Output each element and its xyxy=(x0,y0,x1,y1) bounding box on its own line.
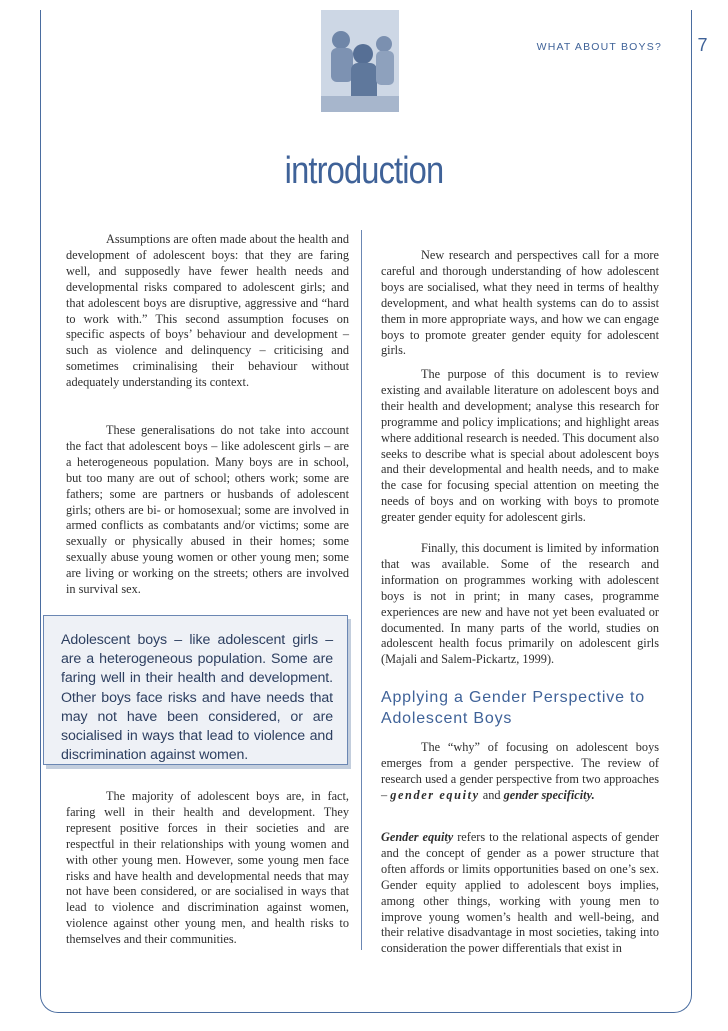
header-photo-image xyxy=(321,10,399,112)
right-paragraph-2: The purpose of this document is to review existing and available literature on adolescent boys and their health and development; analyse this research for programme and policy implications; and highlight areas where additional research is needed. This document also seeks to describe what is special about adolescent boys and their developmental and health needs, and to make the case for focusing special attention on meeting the needs of boys and on working with boys to promote greater gender equity for adolescent girls. xyxy=(381,367,659,525)
pull-quote-box xyxy=(43,615,348,765)
left-paragraph-1: Assumptions are often made about the health and development of adolescent boys: that they are faring well, and supposedly have fewer health needs and developmental risks compared to adolescent girls; and that adolescent boys are disruptive, aggressive and “hard to work with.” This second assumption focuses on specific aspects of boys’ behaviour and development – such as violence and delinquency – criticising and sometimes criminalising their behaviour without adequately understanding its context. xyxy=(66,232,349,390)
term-gender-equity: gender equity xyxy=(390,787,480,802)
right-paragraph-3: Finally, this document is limited by information that was available. Some of the research and information on programmes working with adolescent boys is not in print; in many cases, programme experiences are new and have not yet been evaluated or documented. In many parts of the world, studies on adolescent health focus primarily on adolescent girls (Majali and Salem-Pickartz, 1999). xyxy=(381,541,659,667)
pull-quote-text: Adolescent boys – like adolescent girls – are a heterogeneous population. Some are faring well in their health and development. Other boys face risks and have needs that may not have been considered, or are socialised in ways that lead to violence and discrimination against women. xyxy=(61,632,333,764)
left-paragraph-2: These generalisations do not take into account the fact that adolescent boys – like adolescent girls – are a heterogeneous population. Many boys are in school, but too many are out of school; others work; some are fathers; some are partners or husbands of adolescent girls; others are bi- or homosexual; some are involved in armed conflicts as combatants and/or victims; some are sexually or physically abused in their homes; some sexually abuse young women or other young men; some are living or working on the streets; others are involved in survival sex. xyxy=(66,423,349,597)
p4-and: and xyxy=(482,787,501,802)
subheading-gender-perspective: Applying a Gender Perspective to Adolescent Boys xyxy=(381,689,645,727)
section-title: introduction xyxy=(284,150,444,192)
right-paragraph-1: New research and perspectives call for a more careful and thorough understanding of how adolescent boys are socialised, what they need in terms of healthy development, and what health systems can do to assist them in more appropriate ways, and how we can engage boys to promote greater gender equity for adolescent girls. xyxy=(381,248,659,358)
p4-text: The “why” of focusing on adolescent boys emerges from a gender perspective. The review of research used a gender perspective from two approaches – xyxy=(381,740,659,802)
p5-term: Gender equity xyxy=(381,830,454,844)
p5-text: refers to the relational aspects of gender and the concept of gender as a power structure that often affords or limits opportunities based on one’s sex. Gender equity applied to adolescent boys implies, among other things, working with young men to improve young women’s health and well-being, and their relative disadvantage in most societies, taking into consideration the power differentials that exist in xyxy=(381,830,659,956)
right-paragraph-5 xyxy=(381,830,659,957)
running-head: WHAT ABOUT BOYS? xyxy=(536,41,662,53)
term-gender-specificity: gender specificity. xyxy=(503,787,595,802)
right-paragraph-4 xyxy=(381,740,659,804)
column-divider xyxy=(361,230,362,950)
left-paragraph-3: The majority of adolescent boys are, in fact, faring well in their health and development. They represent positive forces in their societies and are respectful in their relationships with young women and with other young men. However, some young men face risks and have health and developmental needs that may not have been considered, or are socialised in ways that lead to violence and discrimination against women, violence against other young men, and health risks to themselves and their communities. xyxy=(66,789,349,947)
page-number: 7 xyxy=(697,35,708,55)
header-photo-adolescent-boys xyxy=(321,10,399,112)
